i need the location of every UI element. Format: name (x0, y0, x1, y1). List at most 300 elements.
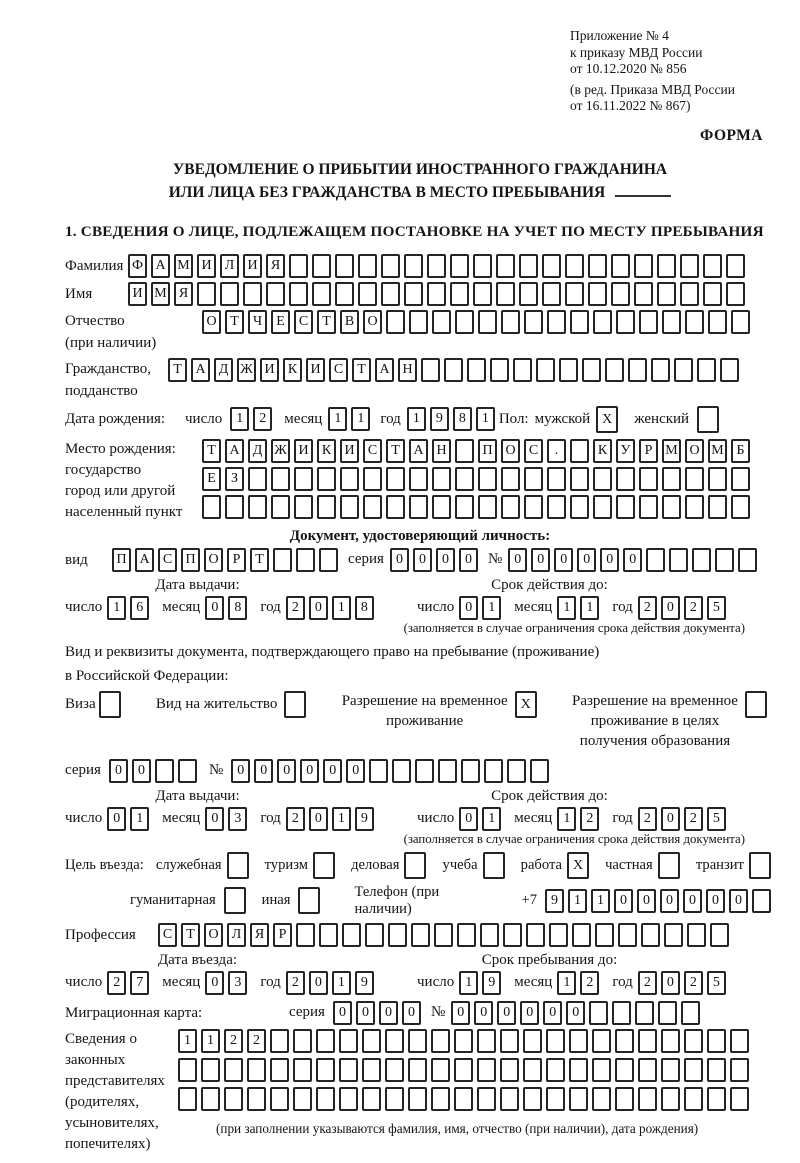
char-cell[interactable]: 0 (277, 759, 296, 783)
char-cell[interactable] (478, 495, 497, 519)
char-cell[interactable] (703, 282, 722, 306)
char-cell[interactable] (339, 1087, 358, 1111)
char-cell[interactable] (559, 358, 578, 382)
char-cell[interactable]: М (662, 439, 681, 463)
char-cell[interactable]: 0 (205, 596, 224, 620)
char-cell[interactable] (227, 852, 249, 879)
char-cell[interactable]: Т (386, 439, 405, 463)
char-cell[interactable] (519, 254, 538, 278)
char-cell[interactable] (661, 1058, 680, 1082)
char-cell[interactable]: 1 (201, 1029, 220, 1053)
char-cell[interactable] (293, 1029, 312, 1053)
char-cell[interactable] (731, 310, 750, 334)
char-cell[interactable] (605, 358, 624, 382)
char-cell[interactable]: 2 (107, 971, 126, 995)
char-cell[interactable]: И (243, 254, 262, 278)
char-cell[interactable] (339, 1029, 358, 1053)
char-cell[interactable]: 0 (300, 759, 319, 783)
char-cell[interactable] (293, 1087, 312, 1111)
char-cell[interactable] (697, 358, 716, 382)
char-cell[interactable] (385, 1087, 404, 1111)
char-cell[interactable] (316, 1029, 335, 1053)
char-cell[interactable] (638, 1087, 657, 1111)
char-cell[interactable]: 0 (356, 1001, 375, 1025)
char-cell[interactable]: 1 (230, 407, 249, 431)
char-cell[interactable]: 2 (253, 407, 272, 431)
char-cell[interactable]: 0 (554, 548, 573, 572)
char-cell[interactable] (313, 852, 335, 879)
char-cell[interactable]: 0 (614, 889, 633, 913)
char-cell[interactable]: 0 (107, 807, 126, 831)
char-cell[interactable] (707, 1029, 726, 1053)
char-cell[interactable]: Т (168, 358, 187, 382)
char-cell[interactable] (661, 1029, 680, 1053)
char-cell[interactable] (752, 889, 771, 913)
char-cell[interactable]: 0 (333, 1001, 352, 1025)
char-cell[interactable] (298, 887, 320, 914)
char-cell[interactable] (684, 1029, 703, 1053)
char-cell[interactable]: 0 (474, 1001, 493, 1025)
char-cell[interactable]: 2 (224, 1029, 243, 1053)
char-cell[interactable]: Л (220, 254, 239, 278)
char-cell[interactable] (411, 923, 430, 947)
char-cell[interactable] (507, 759, 526, 783)
char-cell[interactable] (444, 358, 463, 382)
char-cell[interactable]: 0 (577, 548, 596, 572)
char-cell[interactable]: 0 (309, 807, 328, 831)
char-cell[interactable]: Е (271, 310, 290, 334)
char-cell[interactable] (243, 282, 262, 306)
char-cell[interactable] (500, 1087, 519, 1111)
char-cell[interactable] (542, 254, 561, 278)
char-cell[interactable] (335, 254, 354, 278)
char-cell[interactable] (547, 310, 566, 334)
char-cell[interactable]: И (340, 439, 359, 463)
char-cell[interactable] (658, 1001, 677, 1025)
char-cell[interactable]: С (158, 548, 177, 572)
char-cell[interactable]: 0 (379, 1001, 398, 1025)
char-cell[interactable] (431, 1087, 450, 1111)
char-cell[interactable] (201, 1058, 220, 1082)
char-cell[interactable] (296, 923, 315, 947)
char-cell[interactable] (523, 1029, 542, 1053)
char-cell[interactable] (662, 310, 681, 334)
char-cell[interactable]: Р (639, 439, 658, 463)
char-cell[interactable]: 1 (332, 596, 351, 620)
char-cell[interactable] (680, 282, 699, 306)
char-cell[interactable] (664, 923, 683, 947)
char-cell[interactable] (224, 1087, 243, 1111)
char-cell[interactable]: 0 (451, 1001, 470, 1025)
char-cell[interactable] (202, 495, 221, 519)
char-cell[interactable]: 0 (413, 548, 432, 572)
char-cell[interactable] (615, 1029, 634, 1053)
char-cell[interactable]: Т (352, 358, 371, 382)
char-cell[interactable]: 8 (228, 596, 247, 620)
char-cell[interactable]: П (478, 439, 497, 463)
char-cell[interactable] (340, 467, 359, 491)
char-cell[interactable] (697, 406, 719, 433)
char-cell[interactable] (455, 495, 474, 519)
char-cell[interactable]: 1 (557, 971, 576, 995)
char-cell[interactable] (570, 439, 589, 463)
char-cell[interactable] (197, 282, 216, 306)
char-cell[interactable]: 1 (332, 807, 351, 831)
char-cell[interactable] (542, 282, 561, 306)
char-cell[interactable]: Ж (271, 439, 290, 463)
char-cell[interactable]: 0 (254, 759, 273, 783)
char-cell[interactable] (708, 467, 727, 491)
char-cell[interactable] (480, 923, 499, 947)
char-cell[interactable]: 0 (706, 889, 725, 913)
char-cell[interactable]: 2 (580, 971, 599, 995)
char-cell[interactable]: 9 (545, 889, 564, 913)
char-cell[interactable] (409, 495, 428, 519)
char-cell[interactable]: Ж (237, 358, 256, 382)
char-cell[interactable] (317, 495, 336, 519)
char-cell[interactable]: 1 (332, 971, 351, 995)
char-cell[interactable] (427, 282, 446, 306)
char-cell[interactable] (248, 495, 267, 519)
char-cell[interactable] (569, 1087, 588, 1111)
char-cell[interactable] (431, 1058, 450, 1082)
char-cell[interactable] (565, 254, 584, 278)
char-cell[interactable]: Л (227, 923, 246, 947)
char-cell[interactable]: 8 (355, 596, 374, 620)
char-cell[interactable] (731, 467, 750, 491)
char-cell[interactable]: 7 (130, 971, 149, 995)
char-cell[interactable]: И (128, 282, 147, 306)
char-cell[interactable]: 0 (729, 889, 748, 913)
char-cell[interactable] (618, 923, 637, 947)
char-cell[interactable] (720, 358, 739, 382)
char-cell[interactable] (392, 759, 411, 783)
char-cell[interactable]: О (501, 439, 520, 463)
char-cell[interactable]: С (158, 923, 177, 947)
char-cell[interactable] (570, 495, 589, 519)
char-cell[interactable]: 0 (459, 596, 478, 620)
char-cell[interactable] (457, 923, 476, 947)
char-cell[interactable]: 0 (459, 807, 478, 831)
char-cell[interactable]: 0 (497, 1001, 516, 1025)
char-cell[interactable] (358, 282, 377, 306)
char-cell[interactable] (593, 310, 612, 334)
char-cell[interactable] (572, 923, 591, 947)
char-cell[interactable] (523, 1087, 542, 1111)
char-cell[interactable]: 0 (661, 596, 680, 620)
char-cell[interactable]: 0 (205, 971, 224, 995)
char-cell[interactable]: 0 (637, 889, 656, 913)
char-cell[interactable] (570, 467, 589, 491)
char-cell[interactable] (385, 1029, 404, 1053)
char-cell[interactable]: 0 (436, 548, 455, 572)
char-cell[interactable] (730, 1029, 749, 1053)
char-cell[interactable]: 0 (661, 971, 680, 995)
char-cell[interactable]: 2 (247, 1029, 266, 1053)
char-cell[interactable] (432, 495, 451, 519)
char-cell[interactable] (639, 467, 658, 491)
char-cell[interactable] (616, 467, 635, 491)
char-cell[interactable] (178, 1087, 197, 1111)
char-cell[interactable] (155, 759, 174, 783)
char-cell[interactable] (477, 1087, 496, 1111)
char-cell[interactable]: X (515, 691, 537, 718)
char-cell[interactable]: О (204, 548, 223, 572)
char-cell[interactable] (293, 1058, 312, 1082)
char-cell[interactable] (483, 852, 505, 879)
char-cell[interactable] (669, 548, 688, 572)
char-cell[interactable]: 0 (660, 889, 679, 913)
char-cell[interactable] (634, 282, 653, 306)
char-cell[interactable] (526, 923, 545, 947)
char-cell[interactable] (408, 1058, 427, 1082)
char-cell[interactable] (501, 310, 520, 334)
char-cell[interactable] (615, 1058, 634, 1082)
char-cell[interactable] (611, 254, 630, 278)
char-cell[interactable] (707, 1087, 726, 1111)
char-cell[interactable] (569, 1058, 588, 1082)
char-cell[interactable] (409, 310, 428, 334)
char-cell[interactable]: Е (202, 467, 221, 491)
char-cell[interactable] (681, 1001, 700, 1025)
char-cell[interactable] (657, 254, 676, 278)
char-cell[interactable] (432, 467, 451, 491)
char-cell[interactable] (500, 1029, 519, 1053)
char-cell[interactable]: 2 (684, 971, 703, 995)
char-cell[interactable] (662, 467, 681, 491)
char-cell[interactable] (685, 495, 704, 519)
char-cell[interactable]: 2 (580, 807, 599, 831)
char-cell[interactable]: . (547, 439, 566, 463)
char-cell[interactable]: П (112, 548, 131, 572)
char-cell[interactable]: С (524, 439, 543, 463)
char-cell[interactable] (546, 1058, 565, 1082)
char-cell[interactable]: 5 (707, 596, 726, 620)
char-cell[interactable]: 0 (508, 548, 527, 572)
char-cell[interactable] (715, 548, 734, 572)
char-cell[interactable] (749, 852, 771, 879)
char-cell[interactable] (319, 548, 338, 572)
char-cell[interactable]: 2 (684, 807, 703, 831)
char-cell[interactable] (289, 254, 308, 278)
char-cell[interactable]: 0 (402, 1001, 421, 1025)
char-cell[interactable] (628, 358, 647, 382)
char-cell[interactable]: 1 (407, 407, 426, 431)
char-cell[interactable] (496, 254, 515, 278)
char-cell[interactable] (549, 923, 568, 947)
char-cell[interactable] (388, 923, 407, 947)
char-cell[interactable]: X (567, 852, 589, 879)
char-cell[interactable]: С (363, 439, 382, 463)
char-cell[interactable] (745, 691, 767, 718)
char-cell[interactable] (726, 254, 745, 278)
char-cell[interactable]: О (204, 923, 223, 947)
char-cell[interactable]: А (225, 439, 244, 463)
char-cell[interactable] (247, 1058, 266, 1082)
char-cell[interactable] (615, 1087, 634, 1111)
char-cell[interactable] (362, 1029, 381, 1053)
char-cell[interactable] (284, 691, 306, 718)
char-cell[interactable]: 1 (328, 407, 347, 431)
char-cell[interactable] (296, 548, 315, 572)
char-cell[interactable] (710, 923, 729, 947)
char-cell[interactable]: О (685, 439, 704, 463)
char-cell[interactable]: 1 (107, 596, 126, 620)
char-cell[interactable] (588, 282, 607, 306)
char-cell[interactable] (708, 495, 727, 519)
char-cell[interactable] (500, 1058, 519, 1082)
char-cell[interactable]: 1 (557, 596, 576, 620)
char-cell[interactable]: 9 (430, 407, 449, 431)
char-cell[interactable]: 0 (346, 759, 365, 783)
char-cell[interactable] (501, 467, 520, 491)
char-cell[interactable] (582, 358, 601, 382)
char-cell[interactable]: 1 (580, 596, 599, 620)
char-cell[interactable]: 3 (228, 807, 247, 831)
char-cell[interactable] (408, 1087, 427, 1111)
char-cell[interactable] (530, 759, 549, 783)
char-cell[interactable] (271, 467, 290, 491)
char-cell[interactable]: Н (398, 358, 417, 382)
char-cell[interactable] (730, 1087, 749, 1111)
char-cell[interactable]: С (294, 310, 313, 334)
char-cell[interactable] (592, 1029, 611, 1053)
char-cell[interactable] (646, 548, 665, 572)
char-cell[interactable]: К (593, 439, 612, 463)
char-cell[interactable] (592, 1087, 611, 1111)
char-cell[interactable]: 2 (684, 596, 703, 620)
char-cell[interactable]: Т (317, 310, 336, 334)
char-cell[interactable]: 0 (661, 807, 680, 831)
char-cell[interactable] (569, 1029, 588, 1053)
char-cell[interactable]: Т (225, 310, 244, 334)
char-cell[interactable]: 1 (482, 596, 501, 620)
char-cell[interactable]: М (151, 282, 170, 306)
char-cell[interactable]: Я (266, 254, 285, 278)
char-cell[interactable] (501, 495, 520, 519)
char-cell[interactable] (661, 1087, 680, 1111)
char-cell[interactable]: 5 (707, 971, 726, 995)
char-cell[interactable] (225, 495, 244, 519)
char-cell[interactable]: 0 (600, 548, 619, 572)
char-cell[interactable]: 0 (623, 548, 642, 572)
char-cell[interactable] (340, 495, 359, 519)
char-cell[interactable] (484, 759, 503, 783)
char-cell[interactable]: 0 (309, 596, 328, 620)
char-cell[interactable] (99, 691, 121, 718)
char-cell[interactable]: 1 (591, 889, 610, 913)
char-cell[interactable] (317, 467, 336, 491)
char-cell[interactable] (271, 495, 290, 519)
char-cell[interactable]: 1 (459, 971, 478, 995)
char-cell[interactable]: Т (202, 439, 221, 463)
char-cell[interactable]: 1 (476, 407, 495, 431)
char-cell[interactable]: 0 (132, 759, 151, 783)
char-cell[interactable]: О (202, 310, 221, 334)
char-cell[interactable]: У (616, 439, 635, 463)
char-cell[interactable] (431, 1029, 450, 1053)
char-cell[interactable] (467, 358, 486, 382)
char-cell[interactable] (247, 1087, 266, 1111)
char-cell[interactable]: Р (273, 923, 292, 947)
char-cell[interactable] (312, 254, 331, 278)
char-cell[interactable] (358, 254, 377, 278)
char-cell[interactable]: Т (181, 923, 200, 947)
char-cell[interactable]: Я (250, 923, 269, 947)
char-cell[interactable]: 0 (231, 759, 250, 783)
char-cell[interactable] (178, 759, 197, 783)
char-cell[interactable]: И (306, 358, 325, 382)
char-cell[interactable] (450, 282, 469, 306)
char-cell[interactable]: 0 (683, 889, 702, 913)
char-cell[interactable] (266, 282, 285, 306)
char-cell[interactable] (496, 282, 515, 306)
char-cell[interactable]: В (340, 310, 359, 334)
char-cell[interactable]: И (197, 254, 216, 278)
char-cell[interactable] (455, 439, 474, 463)
char-cell[interactable]: 0 (520, 1001, 539, 1025)
char-cell[interactable]: Ф (128, 254, 147, 278)
char-cell[interactable]: А (375, 358, 394, 382)
char-cell[interactable] (524, 310, 543, 334)
char-cell[interactable]: 1 (482, 807, 501, 831)
char-cell[interactable] (684, 1058, 703, 1082)
char-cell[interactable]: А (191, 358, 210, 382)
char-cell[interactable] (386, 310, 405, 334)
char-cell[interactable] (635, 1001, 654, 1025)
char-cell[interactable]: 0 (543, 1001, 562, 1025)
char-cell[interactable] (687, 923, 706, 947)
char-cell[interactable] (365, 923, 384, 947)
char-cell[interactable]: Т (250, 548, 269, 572)
char-cell[interactable] (680, 254, 699, 278)
char-cell[interactable] (588, 254, 607, 278)
char-cell[interactable] (547, 495, 566, 519)
char-cell[interactable] (634, 254, 653, 278)
char-cell[interactable]: 0 (309, 971, 328, 995)
char-cell[interactable]: 9 (355, 807, 374, 831)
char-cell[interactable] (455, 467, 474, 491)
char-cell[interactable]: К (283, 358, 302, 382)
char-cell[interactable]: Д (214, 358, 233, 382)
char-cell[interactable] (595, 923, 614, 947)
char-cell[interactable] (363, 495, 382, 519)
char-cell[interactable] (415, 759, 434, 783)
char-cell[interactable] (369, 759, 388, 783)
char-cell[interactable] (570, 310, 589, 334)
char-cell[interactable] (651, 358, 670, 382)
char-cell[interactable] (513, 358, 532, 382)
char-cell[interactable] (454, 1029, 473, 1053)
char-cell[interactable] (478, 467, 497, 491)
char-cell[interactable] (178, 1058, 197, 1082)
char-cell[interactable]: X (596, 406, 618, 433)
char-cell[interactable] (404, 852, 426, 879)
char-cell[interactable]: 8 (453, 407, 472, 431)
char-cell[interactable]: М (708, 439, 727, 463)
char-cell[interactable] (641, 923, 660, 947)
char-cell[interactable] (248, 467, 267, 491)
char-cell[interactable] (473, 282, 492, 306)
char-cell[interactable] (201, 1087, 220, 1111)
char-cell[interactable] (478, 310, 497, 334)
char-cell[interactable] (409, 467, 428, 491)
char-cell[interactable]: 2 (286, 971, 305, 995)
char-cell[interactable] (289, 282, 308, 306)
char-cell[interactable] (421, 358, 440, 382)
char-cell[interactable] (434, 923, 453, 947)
char-cell[interactable]: К (317, 439, 336, 463)
